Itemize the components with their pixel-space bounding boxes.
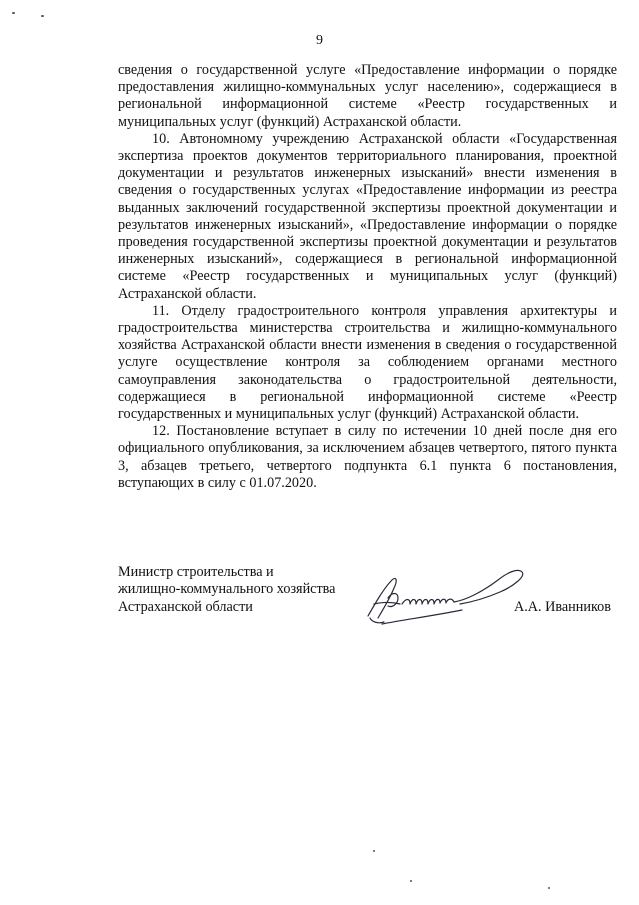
paragraph-11: 11. Отделу градостроительного контроля управления архитектуры и градостроительства министерства строительства и жилищно-коммунального хозяйства Астраханской области внести изменения в сведения о государственной услуге осуществление контроля за соблюдением органами местного самоуправления законодательства о градостроительной деятельности, содержащиеся в региональной информационной системе «Реестр государственных и муниципальных услуг (функций) Астраханской области. <box>118 302 617 423</box>
scan-speck <box>548 887 550 889</box>
paragraph-12: 12. Постановление вступает в силу по истечении 10 дней после дня его официального опубликования, за исключением абзацев четвертого, пятого пункта 3, абзацев третьего, четвертого подпункта 6.1 пункта 6 постановления, вступающих в силу с 01.07.2020. <box>118 423 617 491</box>
scan-speck <box>41 15 44 17</box>
scan-speck <box>373 850 375 852</box>
document-body <box>118 62 617 492</box>
scan-speck <box>410 880 412 882</box>
paragraph-10: 10. Автономному учреждению Астраханской области «Государственная экспертиза проектов документов территориального планирования, проектной документации и результатов инженерных изысканий» внести изменения в сведения о государственных услугах «Предоставление информации из реестра выданных заключений государственной экспертизы проектной документации и результатов инженерных изысканий», «Предоставление информации о порядке проведения государственной экспертизы проектной документации и результатов инженерных изысканий», содержащиеся в региональной информационной системе «Реестр государственных и муниципальных услуг (функций) Астраханской области. <box>118 130 617 302</box>
paragraph-continuation: сведения о государственной услуге «Предоставление информации о порядке предоставления жилищно-коммунальных услуг населению», содержащиеся в региональной информационной системе «Реестр государственных и муниципальных услуг (функций) Астраханской области. <box>118 62 617 130</box>
position-line-1: Министр строительства и <box>118 564 274 580</box>
position-line-3: Астраханской области <box>118 598 253 615</box>
handwritten-signature <box>362 558 532 638</box>
signatory-name: А.А. Иванников <box>514 599 611 615</box>
page-number: 9 <box>316 33 323 48</box>
signatory-position <box>118 564 378 616</box>
position-line-2: жилищно-коммунального хозяйства <box>118 581 336 598</box>
scan-speck <box>12 12 15 14</box>
